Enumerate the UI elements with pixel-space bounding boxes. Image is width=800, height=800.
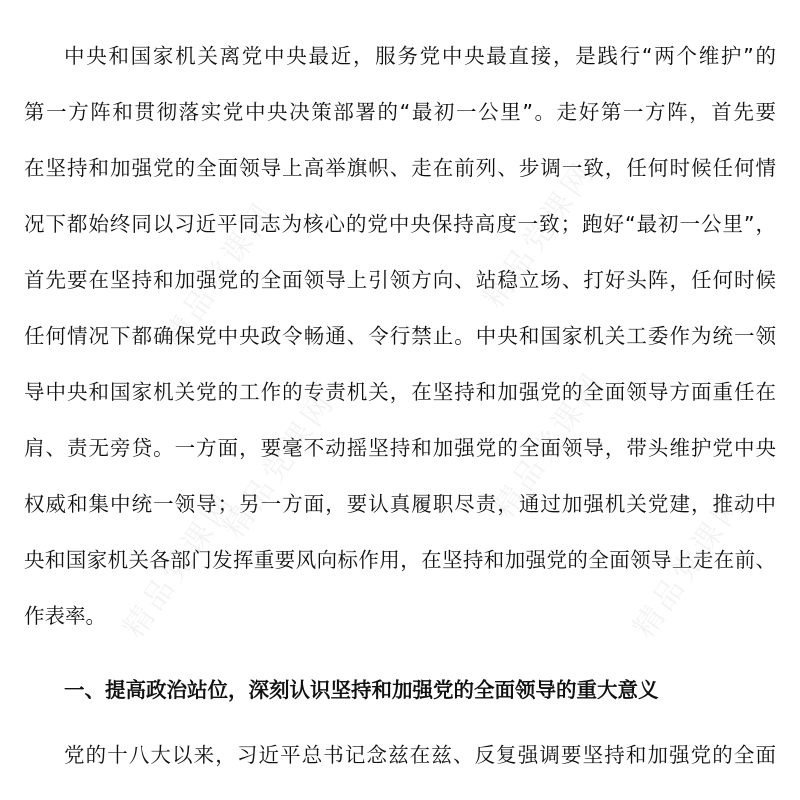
watermark: 精品党课网 [216,385,343,545]
watermark: 精品党课网 [476,155,603,315]
text-line: 首先要在坚持和加强党的全面领导上引领方向、站稳立场、打好头阵，任何时候 [24,268,776,292]
text-line: 导中央和国家机关党的工作的专责机关，在坚持和加强党的全面领导方面重任在 [24,380,776,404]
watermark: 精品党课网 [486,365,613,525]
watermark: 精品党课网 [116,485,243,645]
text-line: 在坚持和加强党的全面领导上高举旗帜、走在前列、步调一致，任何时候任何情 [24,156,776,180]
text-line: 任何情况下都确保党中央政令畅通、令行禁止。中央和国家机关工委作为统一领 [24,324,776,348]
text-line: 中央和国家机关离党中央最近，服务党中央最直接，是践行“两个维护”的 [64,44,776,68]
text-line: 权威和集中统一领导；另一方面，要认真履职尽责，通过加强机关党建，推动中 [24,492,776,516]
text-line: 况下都始终同以习近平同志为核心的党中央保持高度一致；跑好“最初一公里”， [24,212,776,236]
section-heading: 一、提高政治站位，深刻认识坚持和加强党的全面领导的重大意义 [64,678,659,702]
text-line: 肩、责无旁贷。一方面，要毫不动摇坚持和加强党的全面领导，带头维护党中央 [24,436,776,460]
text-line: 作表率。 [24,604,106,628]
text-line: 第一方阵和贯彻落实党中央决策部署的“最初一公里”。走好第一方阵，首先要 [24,100,776,124]
watermark: 精品党课网 [626,485,753,645]
watermark: 精品党课网 [156,195,283,355]
text-line: 央和国家机关各部门发挥重要风向标作用，在坚持和加强党的全面领导上走在前、 [24,548,776,572]
text-line: 党的十八大以来，习近平总书记念兹在兹、反复强调要坚持和加强党的全面 [64,743,776,767]
